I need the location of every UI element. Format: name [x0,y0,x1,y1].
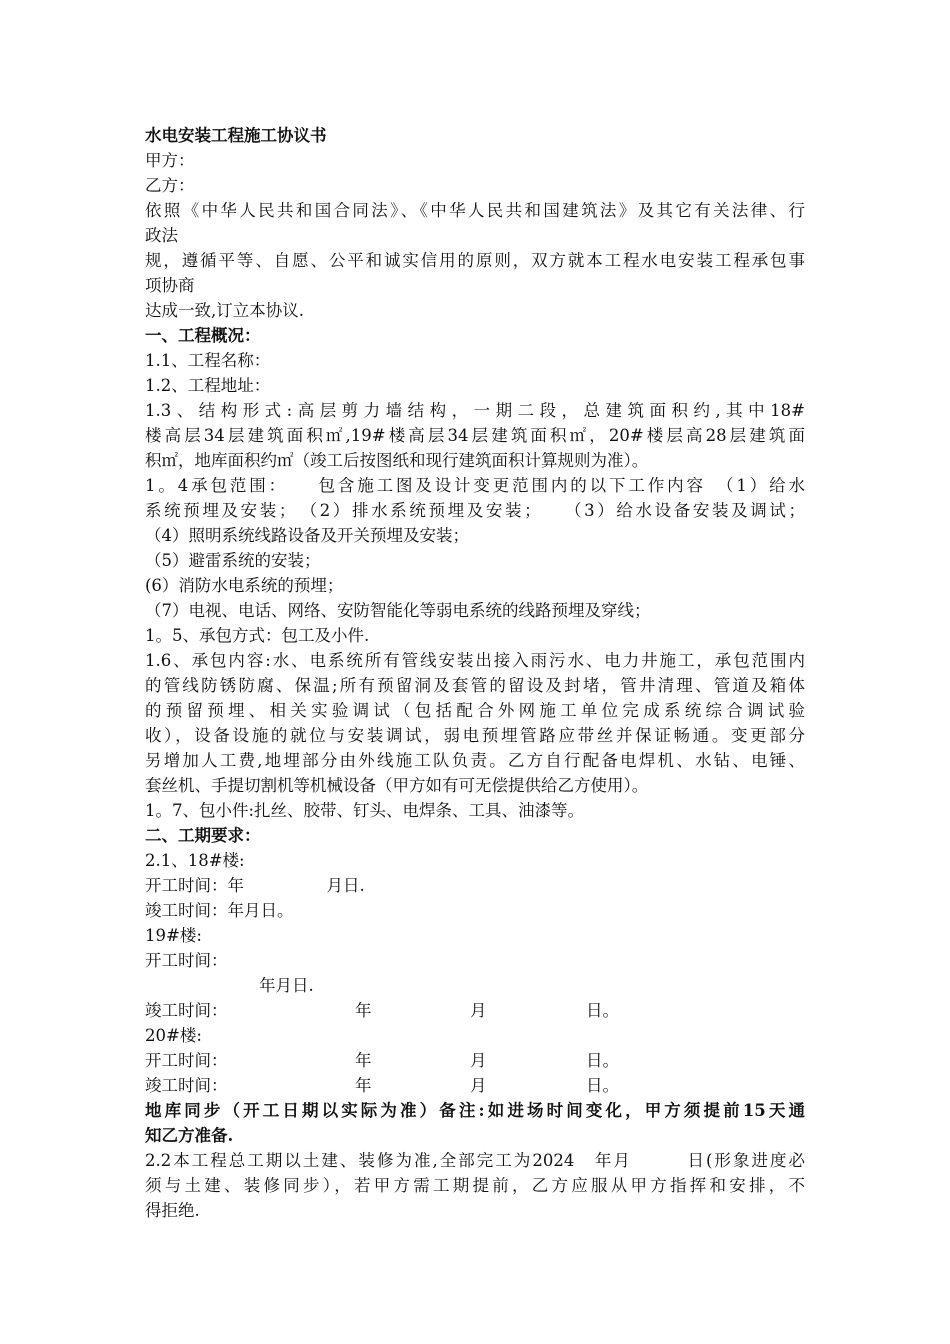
intro-line: 政法 [145,226,178,245]
section-1-line: 1。4承包范围： 包含施工图及设计变更范围内的以下工作内容 （1）给水 [145,476,805,495]
section-1-line: 的管线防锈防腐、保温;所有预留洞及套管的留设及封堵，管井清理、管道及箱体 [145,676,805,695]
intro-line: 达成一致,订立本协议. [145,301,304,320]
year-text: 年 [355,1051,372,1070]
day-text: 日。 [586,1051,619,1070]
section-1-line: (6）消防水电系统的预埋； [145,576,344,595]
building-18-end: 竣工时间：年月日。 [145,901,294,920]
building-19-label: 19#楼: [145,926,202,945]
section-1-line: 楼高层34层建筑面积㎡,19#楼高层34层建筑面积㎡，20#楼层高28层建筑面 [145,426,805,445]
section-1-line: 1。5、承包方式：包工及小件. [145,626,370,645]
party-b-line: 乙方： [145,176,195,195]
section-1-line: （4）照明系统线路设备及开关预埋及安装； [145,526,469,545]
building-18-start: 开工时间：年 月日. [145,876,365,895]
section-1-line: （5）避雷系统的安装； [145,551,321,570]
section-2-heading: 二、工期要求： [145,826,261,845]
section-1-line: 1。7、包小件:扎丝、胶带、钉头、电焊条、工具、油漆等。 [145,801,585,820]
schedule-note: 知乙方准备. [145,1126,234,1145]
section-1-line: 收），设备设施的就位与安装调试，弱电预埋管路应带丝并保证畅通。变更部分 [145,726,805,745]
building-20-end-label: 竣工时间： [145,1076,228,1095]
day-text: 日。 [586,1076,619,1095]
month-text: 月 [470,1076,487,1095]
clause-2-2-line: 2.2本工程总工期以土建、装修为准,全部完工为2024 年月 日(形象进度必 [145,1151,805,1170]
year-text: 年 [355,1076,372,1095]
section-1-heading: 一、工程概况： [145,326,261,345]
document-title: 水电安装工程施工协议书 [145,126,327,145]
section-1-line: 1.2、工程地址： [145,376,271,395]
section-1-line: （7）电视、电话、网络、安防智能化等弱电系统的线路预埋及穿线； [145,601,651,620]
year-text: 年 [355,1001,372,1020]
building-19-start-label: 开工时间： [145,951,228,970]
intro-line: 依照《中华人民共和国合同法》、《中华人民共和国建筑法》及其它有关法律、行 [145,201,805,220]
section-1-line: 1.1、工程名称： [145,351,271,370]
day-text: 日。 [586,1001,619,1020]
intro-line: 项协商 [145,276,195,295]
section-1-line: 积㎡，地库面积约㎡（竣工后按图纸和现行建筑面积计算规则为准）。 [145,451,649,470]
section-1-line: 系统预埋及安装； （2）排水系统预埋及安装； （3）给水设备安装及调试； [145,501,805,520]
section-1-line: 1.6、承包内容:水、电系统所有管线安装出接入雨污水、电力井施工，承包范围内 [145,651,805,670]
clause-2-2-line: 得拒绝. [145,1201,200,1220]
building-20-start-label: 开工时间： [145,1051,228,1070]
month-text: 月 [470,1001,487,1020]
building-19-start-date: 年月日. [259,976,314,995]
party-a-line: 甲方： [145,151,195,170]
intro-line: 规，遵循平等、自愿、公平和诚实信用的原则，双方就本工程水电安装工程承包事 [145,251,805,270]
building-19-end-label: 竣工时间： [145,1001,228,1020]
clause-2-2-line: 须与土建、装修同步），若甲方需工期提前，乙方应服从甲方指挥和安排，不 [145,1176,805,1195]
section-1-line: 1.3、结构形式:高层剪力墙结构，一期二段，总建筑面积约,其中18# [145,401,805,420]
building-18-label: 2.1、18#楼: [145,851,245,870]
schedule-note: 地库同步（开工日期以实际为准）备注:如进场时间变化，甲方须提前15天通 [145,1101,805,1120]
section-1-line: 另增加人工费,地埋部分由外线施工队负责。乙方自行配备电焊机、水钻、电锤、 [145,751,805,770]
section-1-line: 套丝机、手提切割机等机械设备（甲方如有可无偿提供给乙方使用）。 [145,776,649,795]
month-text: 月 [470,1051,487,1070]
section-1-line: 的预留预埋、相关实验调试（包括配合外网施工单位完成系统综合调试验 [145,701,805,720]
building-20-label: 20#楼: [145,1026,202,1045]
